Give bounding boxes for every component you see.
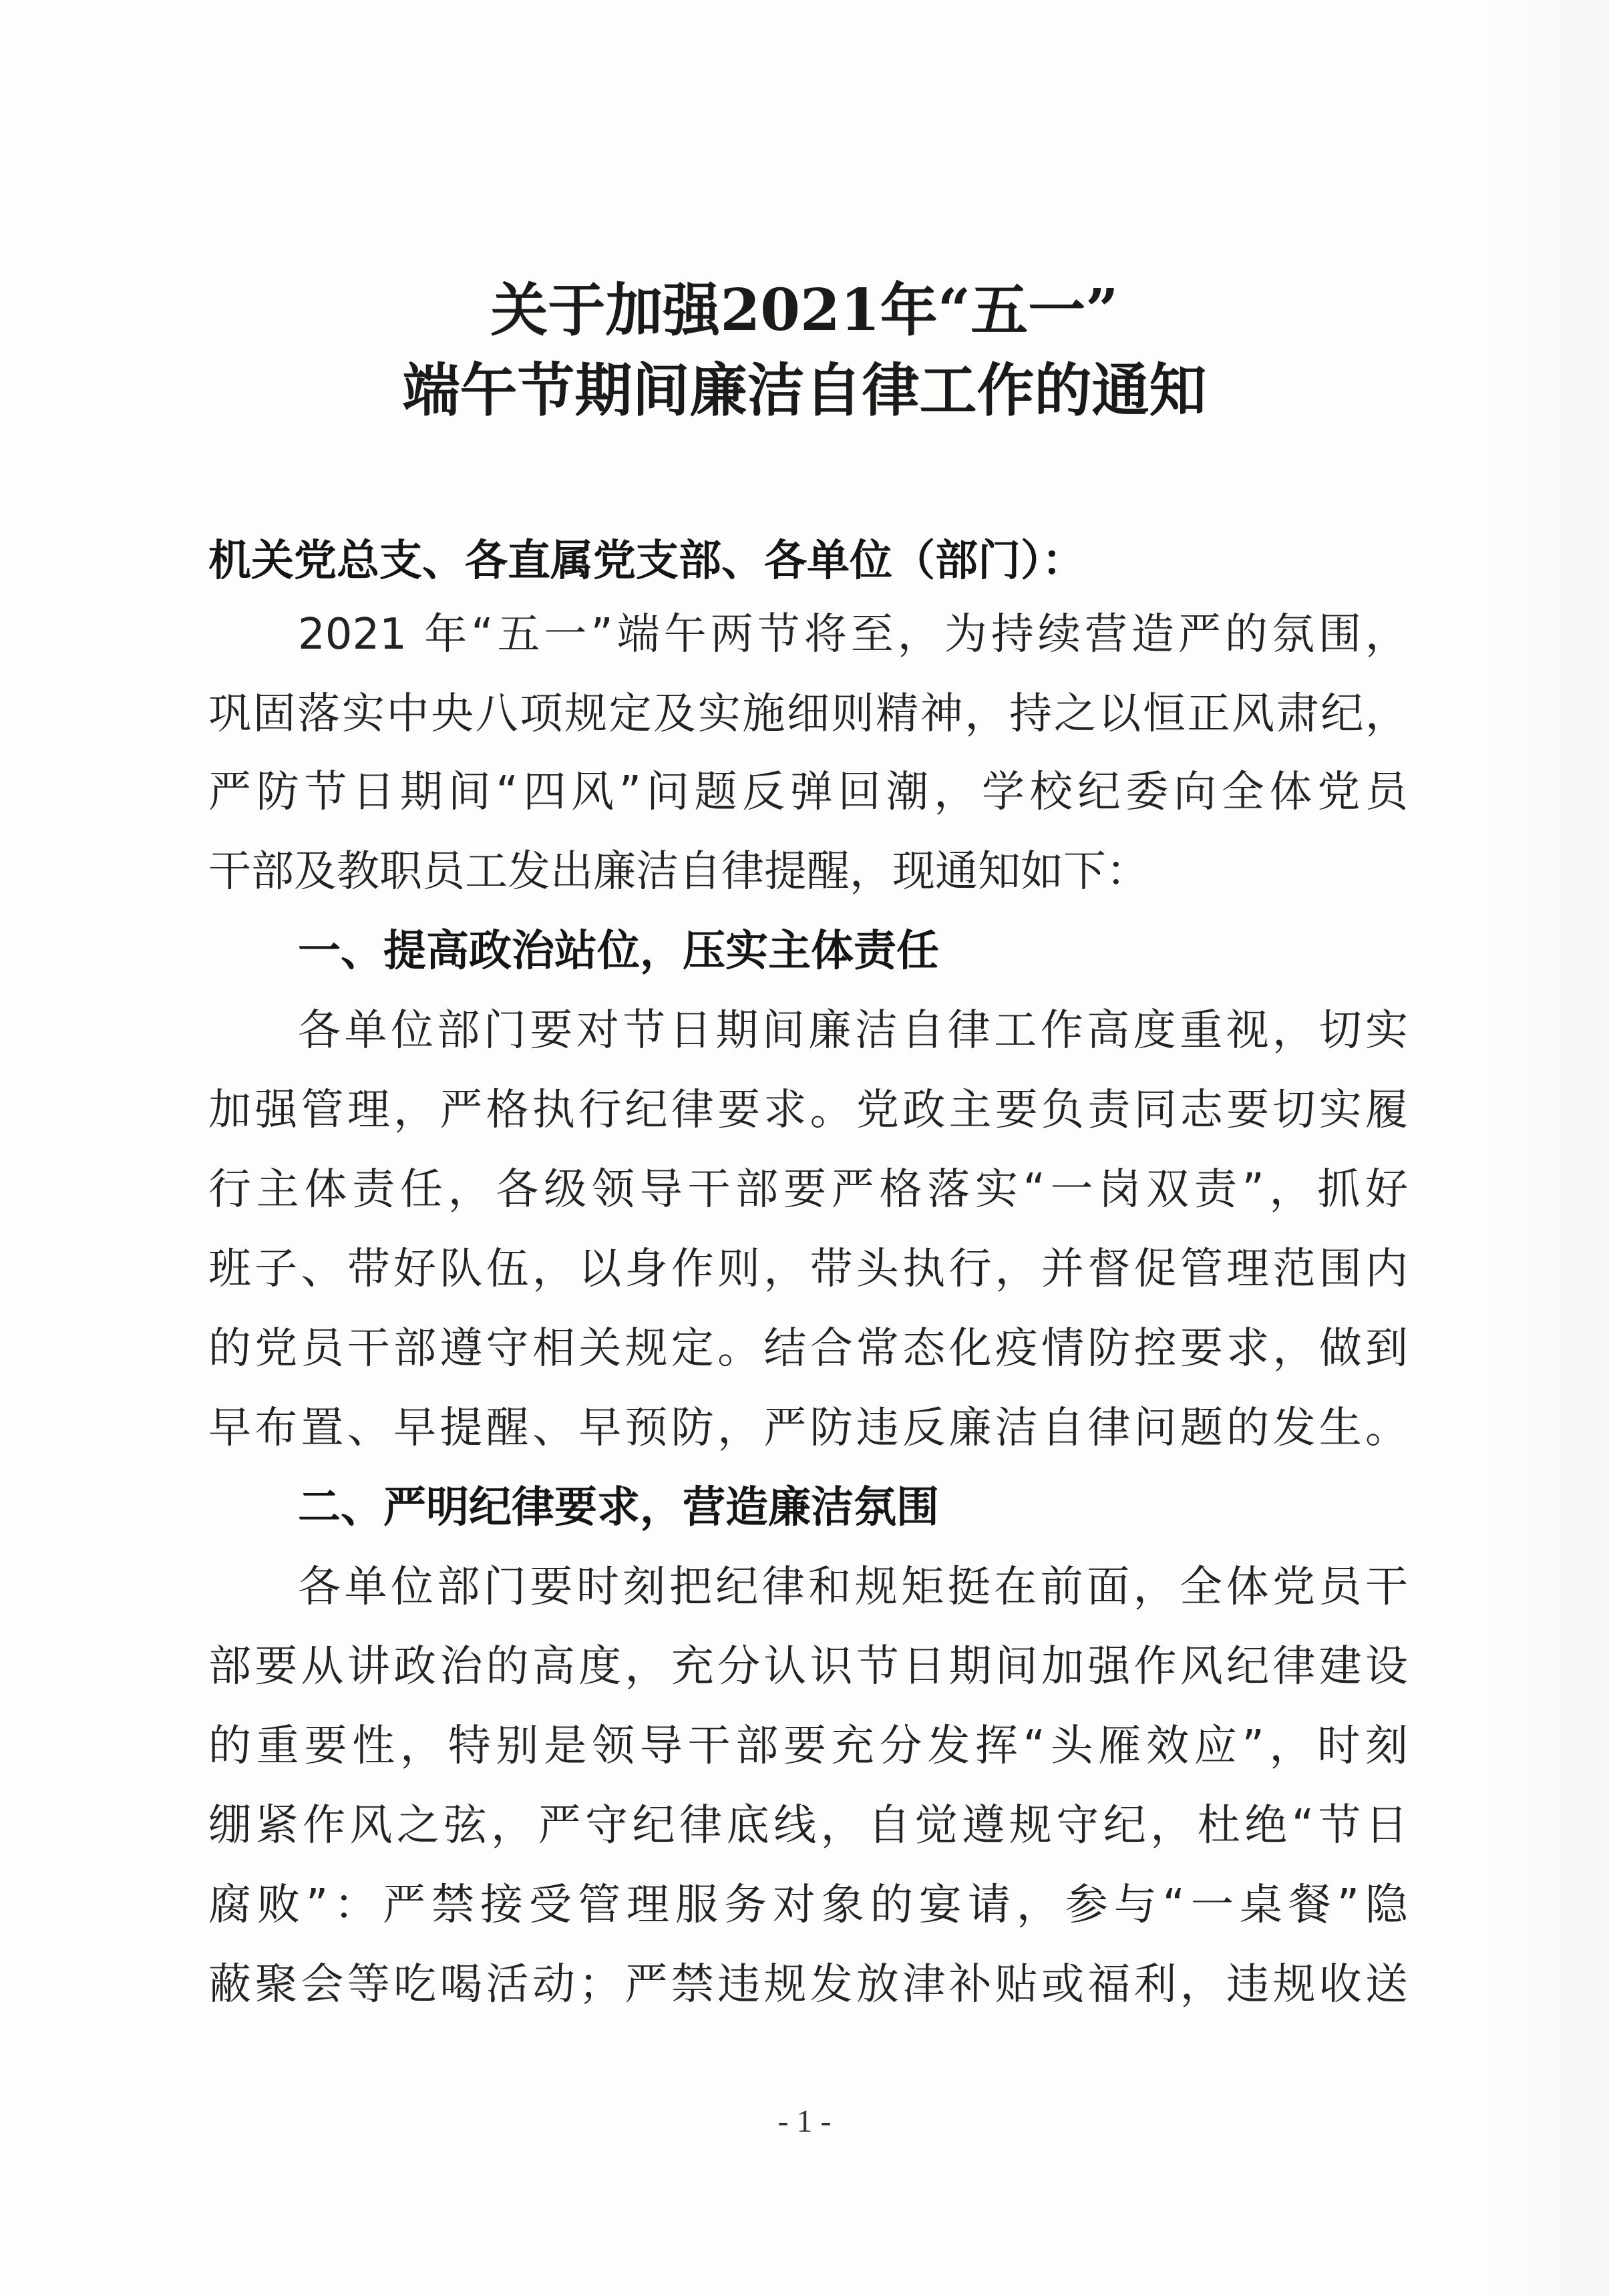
page-number: - 1 - <box>777 2104 832 2139</box>
intro-line: 严防节日期间“四风”问题反弹回潮，学校纪委向全体党员 <box>208 768 1408 817</box>
section1-line: 各单位部门要对节日期间廉洁自律工作高度重视，切实 <box>298 1006 1408 1055</box>
section1-line: 早布置、早提醒、早预防，严防违反廉洁自律问题的发生。 <box>208 1404 1408 1453</box>
section2-line: 的重要性，特别是领导干部要充分发挥“头雁效应”，时刻 <box>208 1721 1408 1771</box>
section1-line: 行主体责任，各级领导干部要严格落实“一岗双责”，抓好 <box>208 1165 1408 1214</box>
salutation: 机关党总支、各直属党支部、各单位（部门）： <box>208 536 1085 586</box>
section1-line: 班子、带好队伍，以身作则，带头执行，并督促管理范围内 <box>208 1245 1408 1294</box>
section2-line: 腐败”：严禁接受管理服务对象的宴请，参与“一桌餐”隐 <box>208 1880 1408 1930</box>
scan-shadow <box>1489 0 1609 2296</box>
intro-line: 2021 年“五一”端午两节将至，为持续营造严的氛围， <box>298 610 1408 659</box>
section-heading-2: 二、严明纪律要求，营造廉洁氛围 <box>298 1483 939 1532</box>
document-title-line-1: 关于加强2021年“五一” <box>490 277 1119 344</box>
section1-line: 加强管理，严格执行纪律要求。党政主要负责同志要切实履 <box>208 1086 1408 1135</box>
intro-line: 干部及教职员工发出廉洁自律提醒，现通知如下： <box>208 847 1149 896</box>
section2-line: 蔽聚会等吃喝活动；严禁违规发放津补贴或福利，违规收送 <box>208 1960 1408 2009</box>
section1-line: 的党员干部遵守相关规定。结合常态化疫情防控要求，做到 <box>208 1324 1408 1373</box>
document-title-line-2: 端午节期间廉洁自律工作的通知 <box>402 357 1207 424</box>
section-heading-1: 一、提高政治站位，压实主体责任 <box>298 927 939 976</box>
section2-line: 绷紧作风之弦，严守纪律底线，自觉遵规守纪，杜绝“节日 <box>208 1801 1408 1850</box>
section2-line: 部要从讲政治的高度，充分认识节日期间加强作风纪律建设 <box>208 1642 1408 1691</box>
section2-line: 各单位部门要时刻把纪律和规矩挺在前面，全体党员干 <box>298 1563 1408 1612</box>
intro-line: 巩固落实中央八项规定及实施细则精神，持之以恒正风肃纪， <box>208 689 1408 739</box>
